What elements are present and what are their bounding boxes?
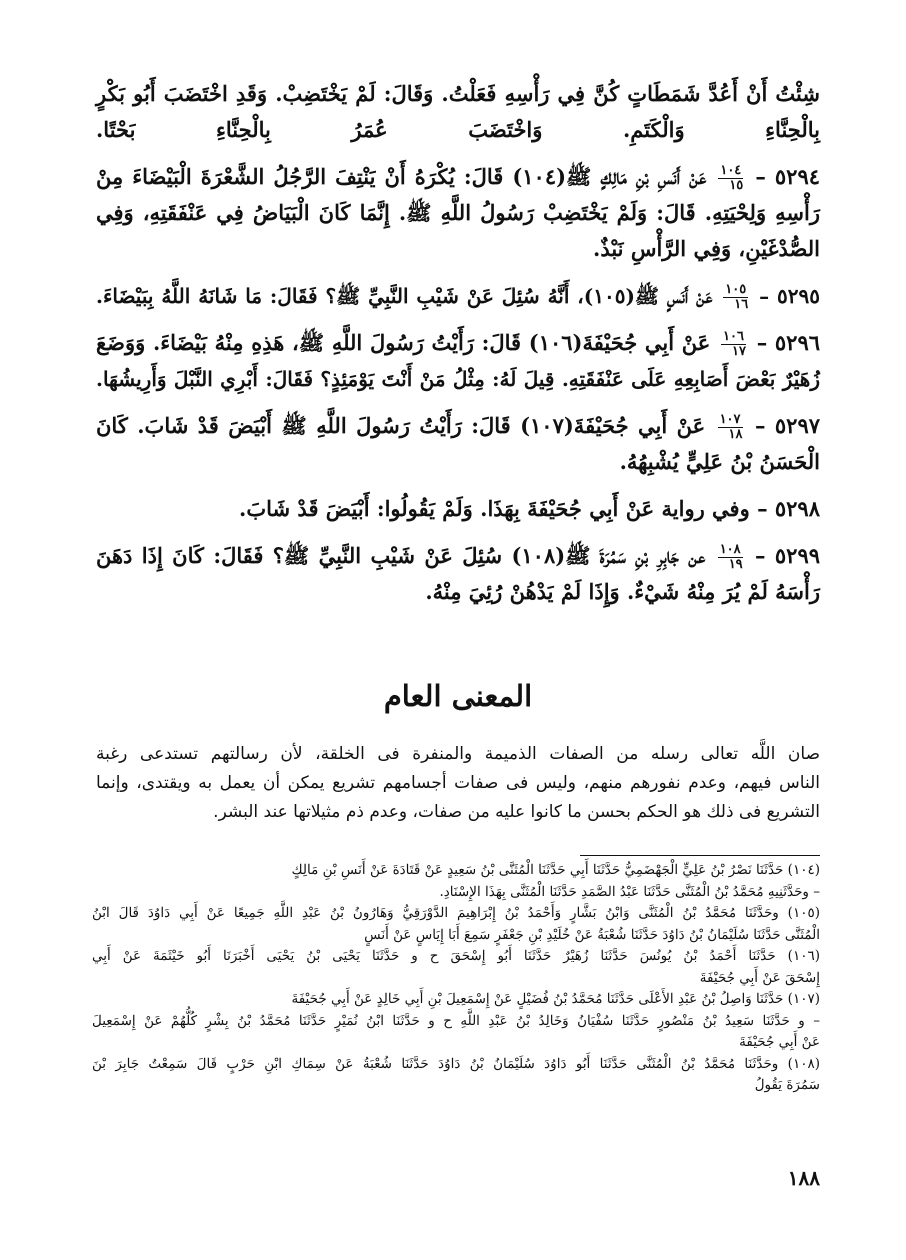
- hadith-entry-5299: [96, 538, 820, 574]
- hadith-text-line: الْحَسَنُ بْنُ عَلِيٍّ يُشْبِهُهُ.: [619, 449, 820, 474]
- page-number: ١٨٨: [787, 1166, 820, 1190]
- hadith-text-line: الصُّدْغَيْنِ، وَفِي الرَّأْسِ نَبْذٌ.: [593, 236, 820, 261]
- hadith-number: ٥٢٩٧ –: [754, 413, 821, 438]
- fraction-top: ١٠٤: [720, 163, 742, 178]
- hadith-number: ٥٢٩٨ –: [757, 496, 820, 521]
- section-heading: المعنى العام: [383, 679, 533, 713]
- hadith-number: ٥٢٩٥ –: [759, 284, 820, 308]
- footnote-line: سَمُرَةَ يَقُولُ: [754, 1077, 820, 1093]
- footnote-line: الْمُثَنَّى حَدَّثَنَا سُلَيْمَانُ بْنُ دَاوُدَ حَدَّثَنَا شُعْبَةُ عَنْ خُلَيْدِ بْنِ جَعْفَرٍ سَمِعَ أَبَا إِيَاسٍ عَنْ أَنَسٍ: [364, 926, 820, 943]
- hadith-number: ٥٢٩٦ –: [756, 330, 821, 355]
- footnote-divider: [580, 855, 820, 856]
- hadith-fraction: [718, 543, 743, 572]
- intro-line: شِئْتُ أَنْ أَعُدَّ شَمَطَاتٍ كُنَّ فِي رَأْسِهِ فَعَلْتُ. وَقَالَ: لَمْ يَخْتَضِبْ. وَقَدِ اخْتَضَبَ أَبُو بَكْرٍ: [96, 81, 820, 106]
- hadith-text-line: زُهَيْرٌ بَعْضَ أَصَابِعِهِ عَلَى عَنْفَقَتِهِ. قِيلَ لَهُ: مِثْلُ مَنْ أَنْتَ يَوْمَئِذٍ؟ فَقَالَ: أَبْرِي النَّبْلَ وَأَرِيشُهَا.: [96, 367, 820, 391]
- footnote-line: إِسْحَقَ عَنْ أَبِي جُحَيْفَةَ: [699, 969, 820, 986]
- hadith-text-line: رَأْسَهُ لَمْ يُرَ مِنْهُ شَيْءٌ. وَإِذَا لَمْ يَدْهُنْ رُئِيَ مِنْهُ.: [425, 579, 820, 604]
- general-meaning-paragraph: [96, 740, 820, 827]
- footnote-line: (١٠٨) وحَدَّثَنَا مُحَمَّدُ بْنُ الْمُثَنَّى حَدَّثَنَا أَبُو دَاوُدَ سُلَيْمَانُ بْنُ دَاوُدَ حَدَّثَنَا شُعْبَةُ عَنْ سِمَاكِ ابْنِ حَرْبٍ قَالَ سَمِعْتُ جَابِرَ بْنَ: [92, 1055, 820, 1072]
- intro-line: بِالْحِنَّاءِ وَالْكَتَمِ. وَاخْتَضَبَ عُمَرُ بِالْحِنَّاءِ بَحْتًا.: [96, 117, 820, 142]
- paragraph-line: التشريع فى ذلك هو الحكم بحسن ما كانوا عليه من صفات، وعدم ذم مثيلاتها عند البشر.: [213, 802, 820, 822]
- footnote-line: (١٠٥) وحَدَّثَنَا مُحَمَّدُ بْنُ الْمُثَنَّى وَابْنُ بَشَّارٍ وَأَحْمَدُ بْنُ إِبْرَاهِيمَ الدَّوْرَقِيُّ وَهَارُونُ بْنُ عَبْدِ اللَّهِ جَمِيعًا عَنْ أَبِي دَاوُدَ قَالَ ابْنُ: [92, 905, 820, 921]
- hadith-text-line: وفي رواية عَنْ أَبِي جُحَيْفَةَ بِهَذَا. وَلَمْ يَقُولُوا: أَبْيَضَ قَدْ شَابَ.: [239, 496, 750, 521]
- paragraph-line: صان اللَّه تعالى رسله من الصفات الذميمة والمنفرة فى الخلقة، لأن رسالتهم تستدعى رغبة: [96, 744, 820, 764]
- fraction-bottom: ١٩: [728, 557, 743, 572]
- footnotes: [92, 860, 820, 1097]
- fraction-bottom: ١٥: [729, 178, 744, 193]
- hadith-text-line: عَنْ أَنَسٍ ﷺ(١٠٥)، أَنَّهُ سُئِلَ عَنْ شَيْبِ النَّبِيِّ ﷺ؟ فَقَالَ: مَا شَانَهُ اللَّهُ بِبَيْضَاءَ.: [96, 284, 713, 308]
- footnote-line: (١٠٦) حَدَّثَنَا أَحْمَدُ بْنُ يُونُسَ حَدَّثَنَا زُهَيْرٌ حَدَّثَنَا أَبُو إِسْحَقَ ح و حَدَّثَنَا يَحْيَى بْنُ يَحْيَى أَخْبَرَنَا أَبُو خَيْثَمَةَ عَنْ أَبِي: [92, 948, 820, 964]
- fraction-top: ١٠٥: [725, 282, 747, 297]
- fraction-top: ١٠٨: [719, 542, 741, 557]
- hadith-entry-5298: [96, 491, 820, 527]
- hadith-text-line: عَنْ أَبِي جُحَيْفَةَ(١٠٦) قَالَ: رَأَيْتُ رَسُولَ اللَّهِ ﷺ، هَذِهِ مِنْهُ بَيْضَاءَ. وَوَضَعَ: [96, 330, 711, 355]
- hadith-entry-5294: [96, 159, 820, 195]
- paragraph-line: الناس فيهم، وعدم نفورهم منهم، وليس فى صفات أجسامهم تشريع يمكن أن يعمل به ويقتدى، وإنما: [96, 773, 820, 793]
- footnote-line: (١٠٧) حَدَّثَنَا وَاصِلُ بْنُ عَبْدِ الأَعْلَى حَدَّثَنَا مُحَمَّدُ بْنُ فُضَيْلٍ عَنْ إِسْمَعِيلَ بْنِ أَبِي خَالِدٍ عَنْ أَبِي جُحَيْفَةَ: [291, 991, 820, 1007]
- footnote-line: عَنْ أَبِي جُحَيْفَةَ: [739, 1034, 820, 1050]
- hadith-text-line: عَنْ أَبِي جُحَيْفَةَ(١٠٧) قَالَ: رَأَيْتُ رَسُولَ اللَّهِ ﷺ أَبْيَضَ قَدْ شَابَ. كَانَ: [96, 413, 706, 438]
- hadith-entry-5297: [96, 408, 820, 444]
- fraction-top: ١٠٦: [723, 329, 744, 344]
- hadith-entry-5295: [96, 278, 820, 314]
- footnote-line: – و حَدَّثَنَا سَعِيدُ بْنُ مَنْصُورٍ حَدَّثَنَا سُفْيَانُ وَخَالِدُ بْنُ عَبْدِ اللَّهِ ح و حَدَّثَنَا ابْنُ نُمَيْرٍ حَدَّثَنَا مُحَمَّدُ بْنُ بِشْرٍ كُلُّهُمْ عَنْ إِسْمَعِيلَ: [92, 1012, 820, 1029]
- hadith-number: ٥٢٩٩ –: [755, 543, 821, 568]
- hadith-entry-5296: [96, 325, 820, 361]
- hadith-text-line: رَأْسِهِ وَلِحْيَتِهِ. قَالَ: وَلَمْ يَخْتَضِبْ رَسُولُ اللَّهِ ﷺ. إِنَّمَا كَانَ الْبَيَاضُ فِي عَنْفَقَتِهِ، وَفِي: [96, 200, 820, 225]
- hadith-text: [96, 76, 820, 610]
- fraction-top: ١٠٧: [719, 412, 741, 427]
- fraction-bottom: ١٧: [732, 344, 746, 359]
- hadith-number: ٥٢٩٤ –: [755, 164, 821, 189]
- hadith-text-line: عَنْ أَنَسِ بْنِ مَالِكٍ ﷺ(١٠٤) قَالَ: يُكْرَهُ أَنْ يَنْتِفَ الرَّجُلُ الشَّعْرَةَ الْبَيْضَاءَ مِنْ: [96, 164, 707, 189]
- hadith-fraction: [718, 164, 743, 193]
- hadith-fraction: [718, 413, 743, 442]
- footnote-line: (١٠٤) حَدَّثَنَا نَصْرُ بْنُ عَلِيٍّ الْجَهْضَمِيُّ حَدَّثَنَا أَبِي حَدَّثَنَا الْمُثَنَّى بْنُ سَعِيدٍ عَنْ قَتَادَةَ عَنْ أَنَسِ بْنِ مَالِكٍ: [291, 862, 820, 878]
- footnote-line: – وحَدَّثَنِيهِ مُحَمَّدُ بْنُ الْمُثَنَّى حَدَّثَنَا عَبْدُ الصَّمَدِ حَدَّثَنَا الْمُثَنَّى بِهَذَا الإِسْنَادِ.: [439, 883, 820, 900]
- fraction-bottom: ١٦: [734, 297, 749, 312]
- hadith-fraction: [721, 330, 746, 359]
- fraction-bottom: ١٨: [728, 427, 743, 442]
- hadith-text-line: عن جَابِرِ بْنِ سَمُرَةَ ﷺ(١٠٨) سُئِلَ عَنْ شَيْبِ النَّبِيِّ ﷺ؟ فَقَالَ: كَانَ إِذَا دَهَنَ: [96, 543, 706, 568]
- hadith-fraction: [723, 283, 748, 312]
